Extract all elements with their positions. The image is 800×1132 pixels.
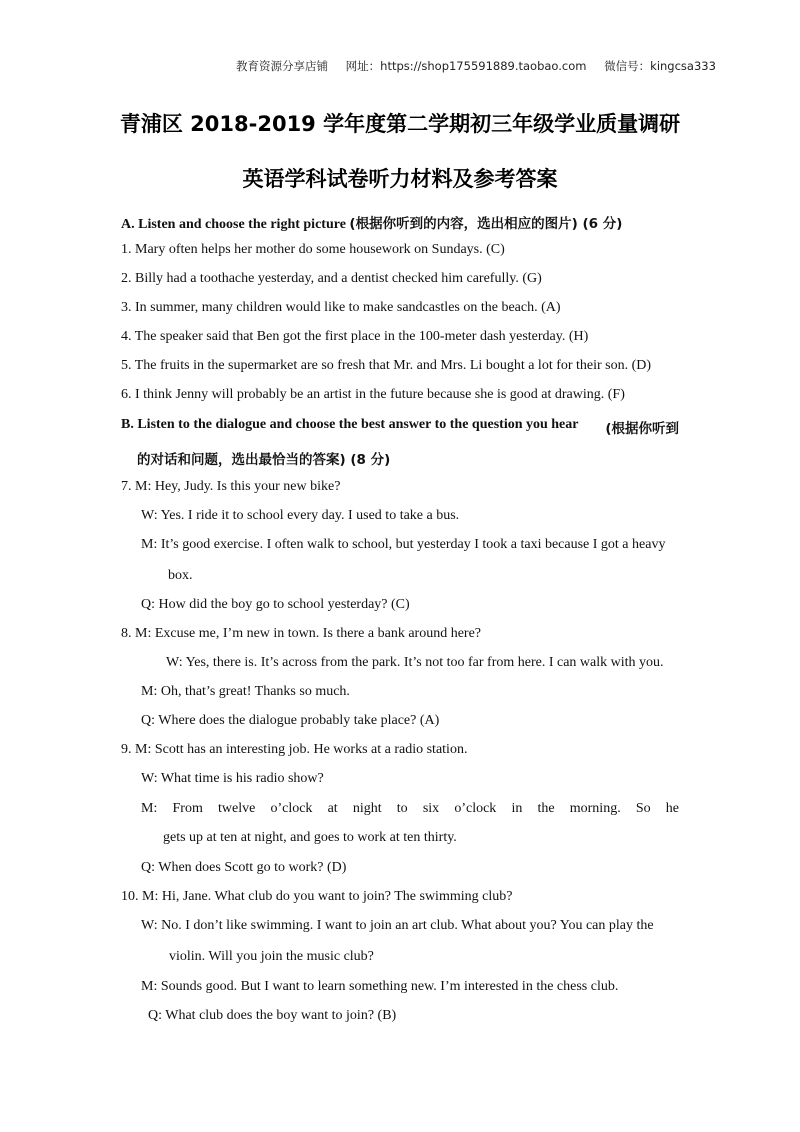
dialogue-line: violin. Will you join the music club? xyxy=(169,949,374,964)
dialogue-line: W: No. I don’t like swimming. I want to join an art club. What about you? You can play the xyxy=(141,918,654,933)
section-a-heading-en: A. Listen and choose the right picture xyxy=(121,217,346,232)
page-header xyxy=(236,58,730,74)
list-item: 1. Mary often helps her mother do some housework on Sundays. (C) xyxy=(121,242,505,257)
section-b-heading xyxy=(121,417,679,437)
dialogue-line: W: Yes, there is. It’s across from the park. It’s not too far from here. I can walk with you. xyxy=(166,655,664,670)
section-b-heading-cn-2: 的对话和问题，选出最恰当的答案) (8 分) xyxy=(137,452,391,468)
dialogue-line: 7. M: Hey, Judy. Is this your new bike? xyxy=(121,479,341,494)
dialogue-line: M: It’s good exercise. I often walk to school, but yesterday I took a taxi because I got a heavy xyxy=(141,537,666,552)
shop-url: 网址：https://shop175591889.taobao.com xyxy=(345,59,587,73)
dialogue-line: 9. M: Scott has an interesting job. He works at a radio station. xyxy=(121,742,468,757)
section-b-heading-en: B. Listen to the dialogue and choose the best answer to the question you hear xyxy=(121,417,579,432)
dialogue-line: W: What time is his radio show? xyxy=(141,771,324,786)
list-item: 5. The fruits in the supermarket are so fresh that Mr. and Mrs. Li bought a lot for their son. (D) xyxy=(121,358,652,373)
shop-name: 教育资源分享店铺 xyxy=(236,59,328,73)
dialogue-line: M: Sounds good. But I want to learn something new. I’m interested in the chess club. xyxy=(141,979,619,994)
dialogue-line: box. xyxy=(168,568,193,583)
dialogue-question: Q: Where does the dialogue probably take place? (A) xyxy=(141,713,440,728)
dialogue-line: 8. M: Excuse me, I’m new in town. Is there a bank around here? xyxy=(121,626,481,641)
dialogue-line: M: Oh, that’s great! Thanks so much. xyxy=(141,684,350,699)
list-item: 6. I think Jenny will probably be an artist in the future because she is good at drawing. (F) xyxy=(121,387,625,402)
list-item: 4. The speaker said that Ben got the first place in the 100-meter dash yesterday. (H) xyxy=(121,329,589,344)
section-a-heading xyxy=(121,212,622,233)
dialogue-line: M: From twelve o’clock at night to six o’clock in the morning. So he xyxy=(141,801,679,816)
dialogue-line: W: Yes. I ride it to school every day. I used to take a bus. xyxy=(141,508,460,523)
dialogue-question: Q: What club does the boy want to join? (B) xyxy=(148,1008,397,1023)
list-item: 3. In summer, many children would like to make sandcastles on the beach. (A) xyxy=(121,300,561,315)
dialogue-line: 10. M: Hi, Jane. What club do you want to join? The swimming club? xyxy=(121,889,513,904)
section-b-heading-cont xyxy=(137,448,390,469)
wechat-id: 微信号：kingcsa333 xyxy=(604,59,716,73)
dialogue-question: Q: How did the boy go to school yesterday? (C) xyxy=(141,597,410,612)
dialogue-question: Q: When does Scott go to work? (D) xyxy=(141,860,347,875)
section-a-heading-cn: (根据你听到的内容，选出相应的图片) (6 分) xyxy=(349,216,623,232)
document-title: 青浦区 2018-2019 学年度第二学期初三年级学业质量调研 xyxy=(119,112,681,136)
section-b-heading-cn: (根据你听到 xyxy=(605,421,679,437)
document-subtitle: 英语学科试卷听力材料及参考答案 xyxy=(242,167,558,191)
list-item: 2. Billy had a toothache yesterday, and a dentist checked him carefully. (G) xyxy=(121,271,542,286)
dialogue-line: gets up at ten at night, and goes to work at ten thirty. xyxy=(163,830,457,845)
